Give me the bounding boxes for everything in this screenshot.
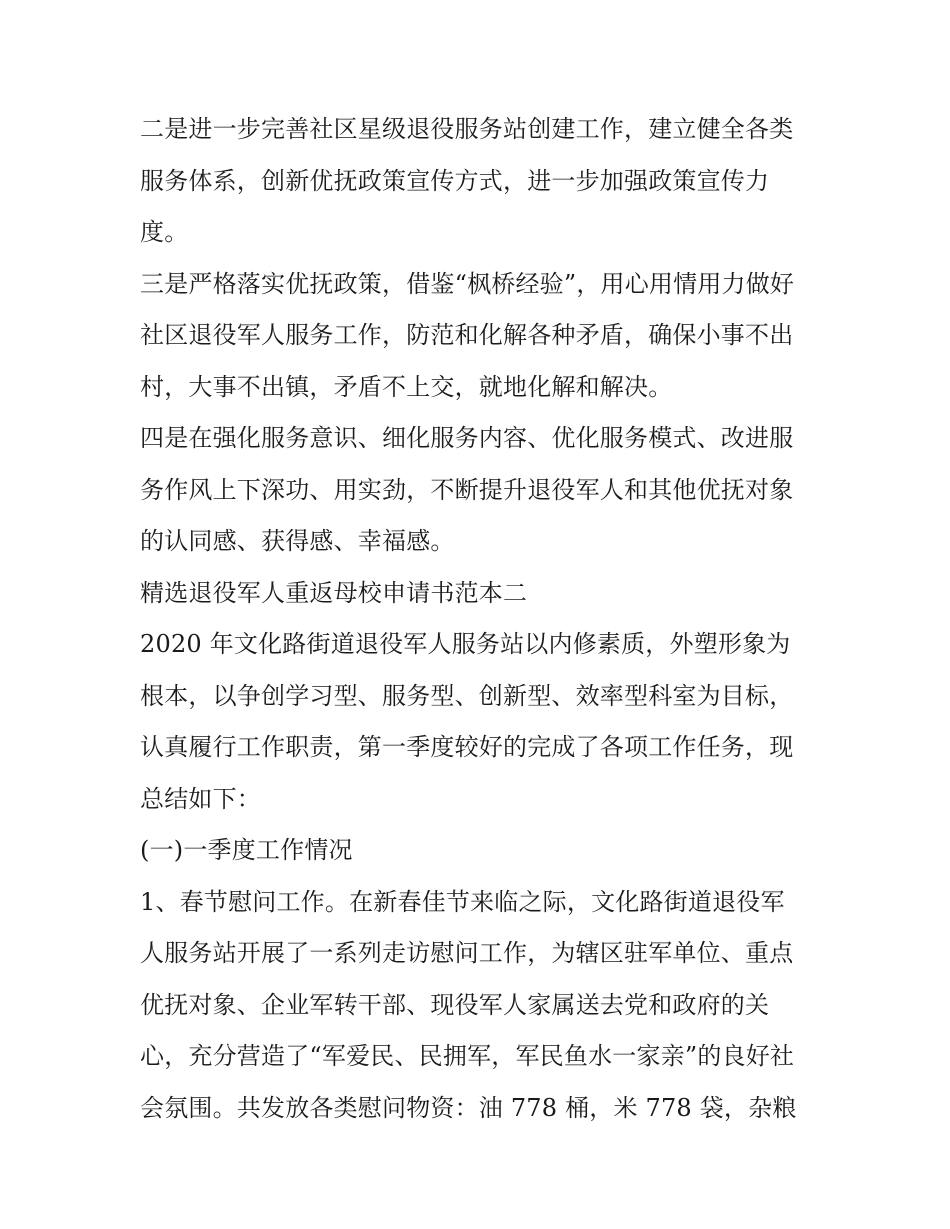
text-line: 优抚对象、企业军转干部、现役军人家属送去党和政府的关 (140, 990, 770, 1019)
text-line: 会氛围。共发放各类慰问物资：油 778 桶，米 778 袋，杂粮 (140, 1093, 797, 1122)
subsection-heading: (一)一季度工作情况 (140, 836, 353, 864)
text-line: 度。 (140, 218, 189, 246)
text-line: 的认同感、获得感、幸福感。 (140, 527, 455, 555)
text-line: 2020 年文化路街道退役军人服务站以内修素质，外塑形象为 (140, 630, 791, 658)
text-line: 三是严格落实优抚政策，借鉴“枫桥经验”，用心用情用力做好 (140, 269, 795, 298)
text-line: 根本，以争创学习型、服务型、创新型、效率型科室为目标， (140, 681, 794, 710)
document-body (140, 104, 820, 1134)
text-line: 总结如下： (140, 784, 261, 813)
text-line: 四是在强化服务意识、细化服务内容、优化服务模式、改进服 (140, 424, 794, 452)
text-line: 务作风上下深功、用实劲，不断提升退役军人和其他优抚对象 (140, 475, 794, 504)
text-line: 服务体系，创新优抚政策宣传方式，进一步加强政策宣传力 (140, 166, 770, 195)
text-line: 1、春节慰问工作。在新春佳节来临之际，文化路街道退役军 (140, 887, 785, 916)
text-line: 二是进一步完善社区星级退役服务站创建工作，建立健全各类 (140, 115, 794, 143)
text-line: 心，充分营造了“军爱民、民拥军，军民鱼水一家亲”的良好社 (140, 1042, 795, 1070)
text-line: 人服务站开展了一系列走访慰问工作，为辖区驻军单位、重点 (140, 939, 794, 967)
section-heading: 精选退役军人重返母校申请书范本二 (140, 578, 528, 607)
text-line: 社区退役军人服务工作，防范和化解各种矛盾，确保小事不出 (140, 321, 794, 349)
text-line: 村，大事不出镇，矛盾不上交，就地化解和解决。 (140, 372, 673, 401)
text-line: 认真履行工作职责，第一季度较好的完成了各项工作任务，现 (140, 733, 794, 761)
